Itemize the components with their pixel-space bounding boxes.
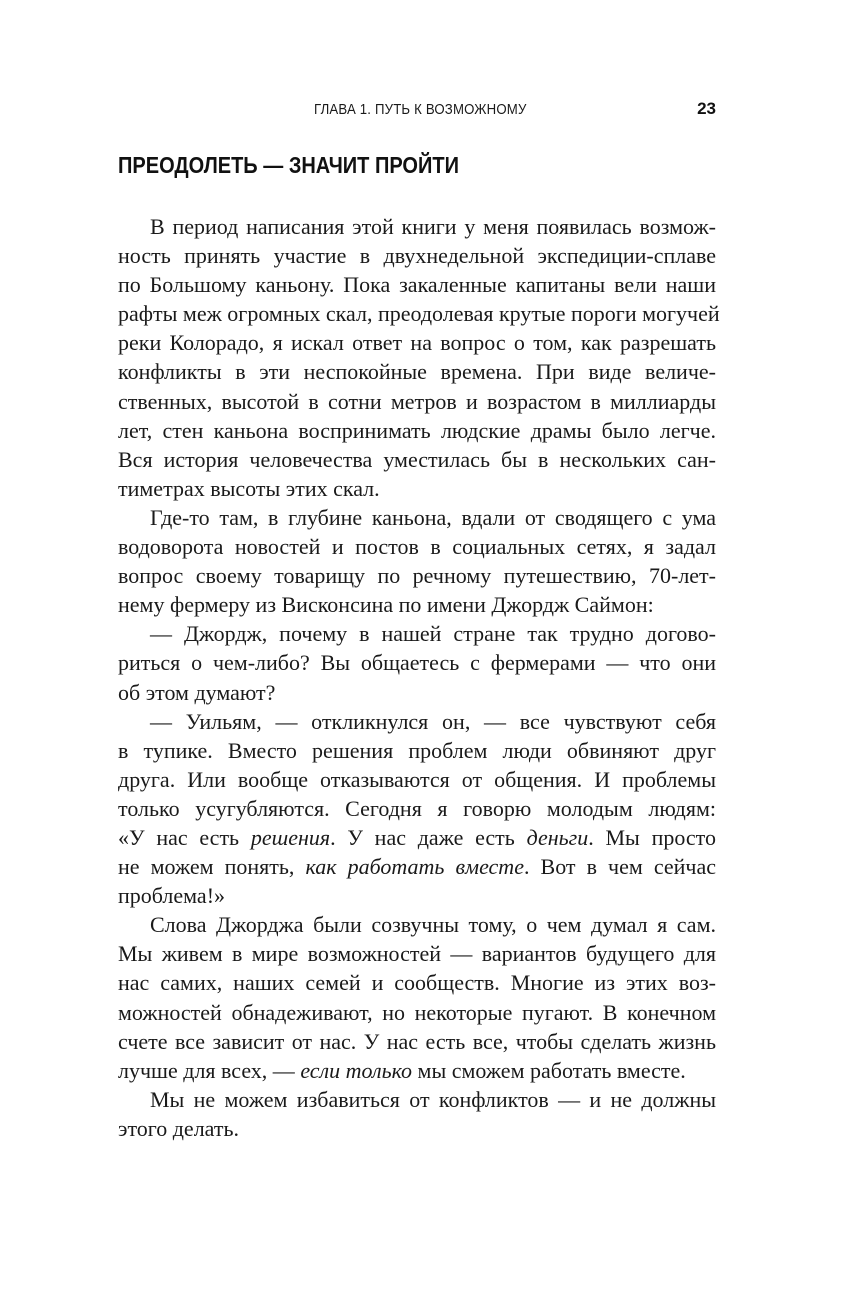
text-line: нему фермеру из Висконсина по имени Джордж Саймон: bbox=[118, 592, 654, 618]
text-line: друга. Или вообще отказываются от общения. И проблемы bbox=[118, 766, 716, 792]
chapter-title: ГЛАВА 1. ПУТЬ К ВОЗМОЖНОМУ bbox=[314, 101, 527, 118]
text-run: . У нас даже есть bbox=[330, 825, 527, 851]
text-line: реки Колорадо, я искал ответ на вопрос о том, как разрешать bbox=[118, 330, 716, 356]
text-run: мы сможем работать вместе. bbox=[412, 1057, 686, 1083]
text-line: Мы живем в мире возможностей — вариантов будущего для bbox=[118, 941, 716, 967]
text-line: в тупике. Вместо решения проблем люди обвиняют друг bbox=[118, 737, 716, 763]
text-line: ность принять участие в двухнедельной экспедиции-сплаве bbox=[118, 243, 716, 269]
text-run: «У нас есть bbox=[118, 825, 251, 851]
text-line: счете все зависит от нас. У нас есть все, чтобы сделать жизнь bbox=[118, 1028, 716, 1054]
italic-text: если только bbox=[300, 1057, 413, 1083]
body-text bbox=[118, 205, 720, 1141]
text-line: лет, стен каньона воспринимать людские драмы было легче. bbox=[118, 417, 716, 443]
italic-text: деньги bbox=[526, 825, 589, 851]
text-run: . Вот в чем сейчас bbox=[523, 854, 716, 880]
text-line: тиметрах высоты этих скал. bbox=[118, 475, 380, 501]
text-line: — Уильям, — откликнулся он, — все чувствуют себя bbox=[150, 708, 716, 734]
text-line: рафты меж огромных скал, преодолевая крутые пороги могучей bbox=[118, 301, 720, 327]
page-number: 23 bbox=[697, 99, 716, 118]
text-line: конфликты в эти неспокойные времена. При виде величе- bbox=[118, 359, 716, 385]
text-line: — Джордж, почему в нашей стране так трудно догово- bbox=[150, 621, 716, 647]
text-line bbox=[118, 845, 716, 880]
text-line bbox=[118, 816, 716, 851]
text-run: не можем понять, bbox=[118, 854, 306, 880]
text-line: только усугубляются. Сегодня я говорю молодым людям: bbox=[118, 795, 716, 821]
text-line: этого делать. bbox=[118, 1116, 240, 1141]
text-run: . Мы просто bbox=[588, 825, 716, 851]
text-line: вопрос своему товарищу по речному путешествию, 70-лет- bbox=[118, 563, 716, 589]
text-line: можностей обнадеживают, но некоторые пугают. В конечном bbox=[118, 999, 716, 1025]
text-line: риться о чем-либо? Вы общаетесь с фермерами — что они bbox=[118, 650, 716, 676]
text-line: В период написания этой книги у меня появилась возмож- bbox=[150, 214, 716, 240]
text-line bbox=[118, 1049, 716, 1083]
text-line: водоворота новостей и постов в социальных сетях, я задал bbox=[118, 534, 716, 560]
text-run: лучше для всех, — bbox=[118, 1057, 301, 1083]
italic-text: как работать вместе bbox=[305, 854, 524, 880]
text-line: по Большому каньону. Пока закаленные капитаны вели наши bbox=[118, 272, 716, 298]
text-line: ственных, высотой в сотни метров и возрастом в миллиарды bbox=[118, 388, 716, 414]
text-line: Слова Джорджа были созвучны тому, о чем думал я сам. bbox=[150, 912, 716, 938]
text-line: проблема!» bbox=[118, 883, 226, 909]
section-title: ПРЕОДОЛЕТЬ — ЗНАЧИТ ПРОЙТИ bbox=[118, 152, 459, 178]
text-line: об этом думают? bbox=[118, 679, 276, 705]
italic-text: решения bbox=[250, 825, 331, 851]
running-head bbox=[118, 98, 716, 124]
text-line: нас самих, наших семей и сообществ. Многие из этих воз- bbox=[118, 970, 716, 996]
text-line: Мы не можем избавиться от конфликтов — и не должны bbox=[150, 1086, 716, 1112]
text-line: Вся история человечества уместилась бы в нескольких сан- bbox=[118, 446, 716, 472]
text-line: Где-то там, в глубине каньона, вдали от сводящего с ума bbox=[150, 505, 716, 531]
